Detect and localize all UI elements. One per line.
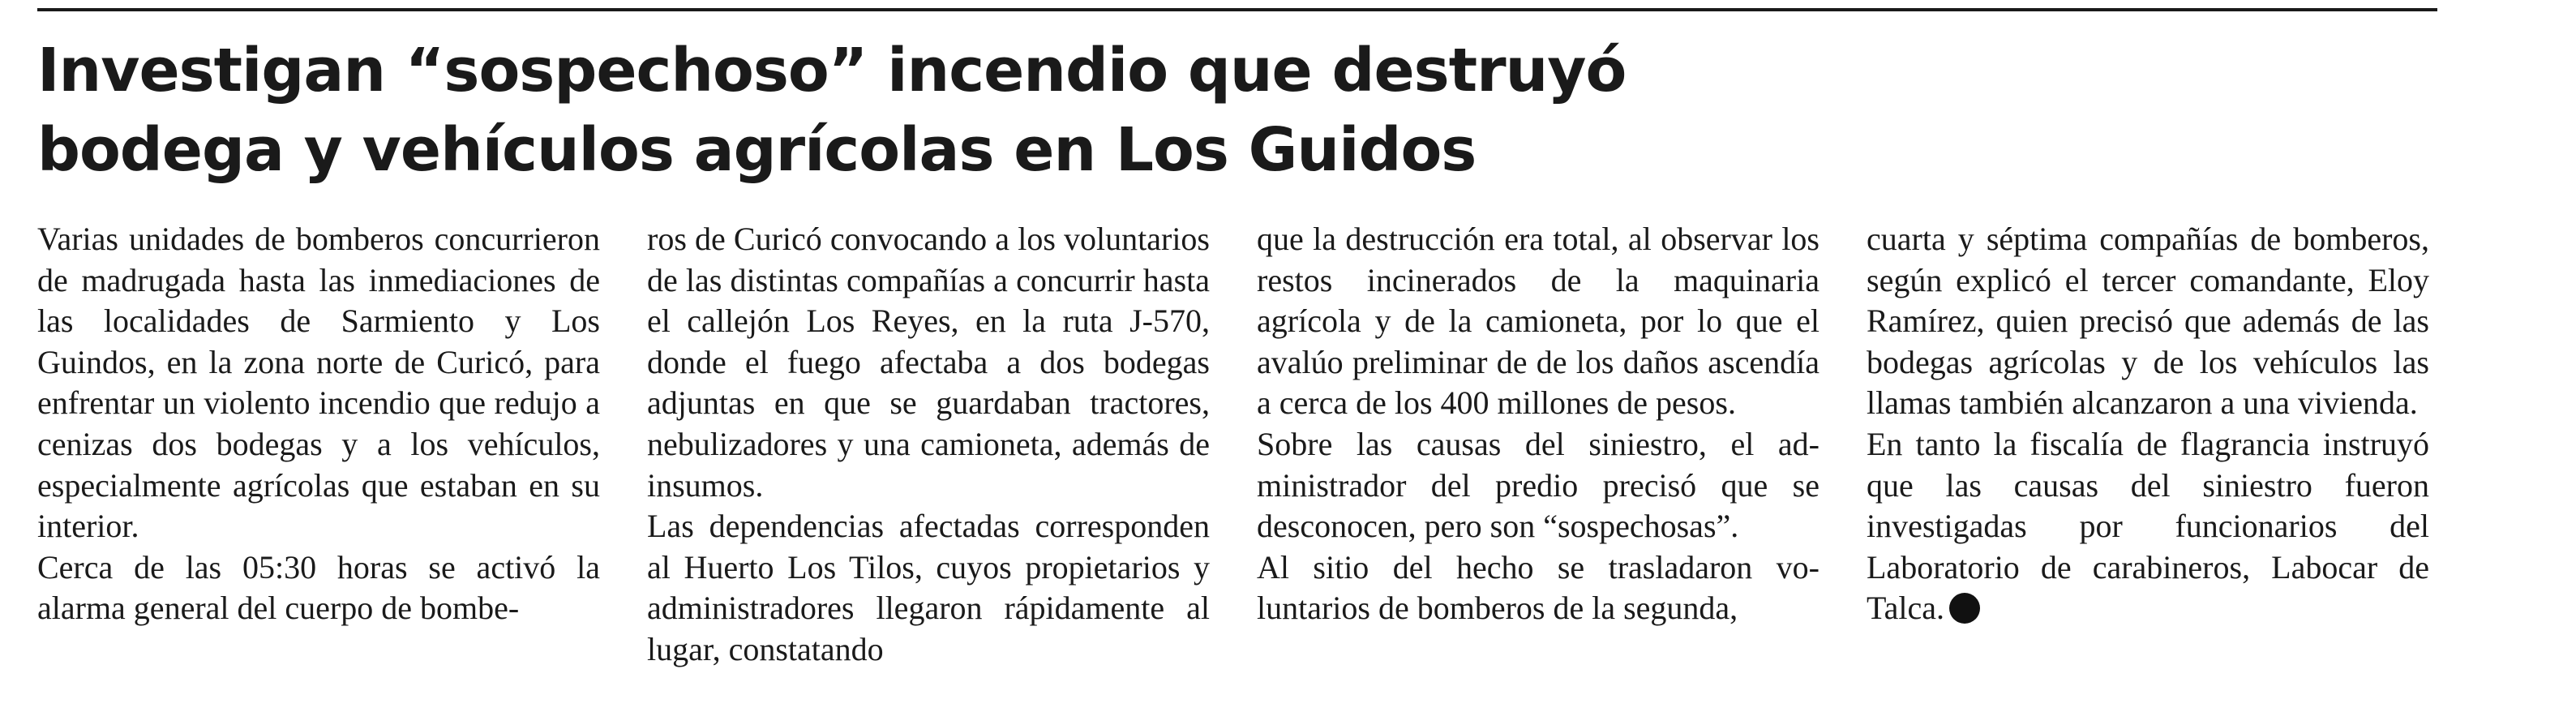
paragraph: Las dependencias afectadas corresponden al Huerto Los Tilos, cuyos propietarios y administradores llegaron rápidamente al lugar, constatando: [647, 508, 1210, 667]
final-paragraph-text: En tanto la fiscalía de flagrancia instruyó que las causas del siniestro fueron investigadas por funcionarios del Laboratorio de carabineros, Labocar de Talca.: [1867, 425, 2429, 627]
top-divider: [37, 8, 2437, 11]
headline-line-2: bodega y vehículos agrícolas en Los Guidos: [37, 115, 1477, 185]
headline-line-1: Investigan “sospechoso” incendio que destruyó: [37, 36, 1627, 105]
body-column-1: [37, 219, 600, 629]
paragraph-final: [1867, 424, 2429, 629]
paragraph: Sobre las causas del siniestro, el administrador del predio precisó que se desconocen, pero son “sospechosas”.: [1257, 425, 1819, 545]
body-column-3: [1257, 219, 1819, 629]
body-column-2: [647, 219, 1210, 671]
article-headline: [37, 31, 1983, 190]
filled-circle-icon: [1949, 593, 1980, 624]
paragraph: Al sitio del hecho se trasladaron voluntarios de bomberos de la segunda,: [1257, 548, 1819, 627]
news-article: [37, 0, 2437, 725]
paragraph: que la destrucción era total, al observar los restos incinerados de la maquinaria agrícola y de la camioneta, por lo que el avalúo preliminar de de los daños ascendía a cerca de los 400 millones de pesos.: [1257, 221, 1819, 422]
paragraph: Varias unidades de bomberos concurrieron de madrugada hasta las inmediaciones de las localidades de Sarmiento y Los Guindos, en la zona norte de Curicó, para enfrentar un violento incendio que redujo a cenizas dos bodegas y a los vehículos, especialmente agrícolas que estaban en su interior.: [37, 221, 600, 545]
paragraph: Cerca de las 05:30 horas se activó la alarma general del cuerpo de bombe-: [37, 548, 600, 627]
paragraph: ros de Curicó convocando a los voluntarios de las distintas compañías a concurrir hasta el callejón Los Reyes, en la ruta J-570, donde el fuego afectaba a dos bodegas adjuntas en que se guardaban tractores, nebulizadores y una camioneta, además de insumos.: [647, 221, 1210, 504]
paragraph: cuarta y séptima compañías de bomberos, según explicó el tercer comandante, Eloy Ramírez, quien precisó que además de las bodegas agrícolas y de los vehículos las llamas también alcanzaron a una vivienda.: [1867, 221, 2429, 422]
body-column-4: [1867, 219, 2429, 629]
